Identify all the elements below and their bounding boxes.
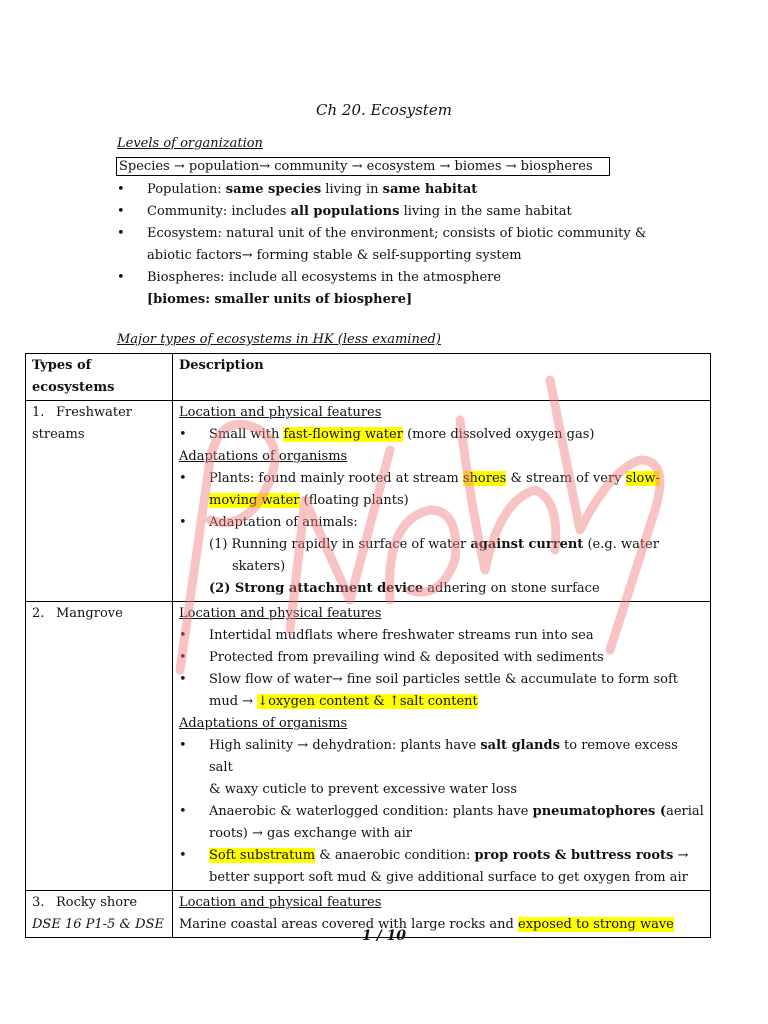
levels-chain-box: Species → population→ community → ecosystem → biomes → biospheres <box>116 157 610 176</box>
bullet-glyph: • <box>117 270 125 285</box>
row-rocky-shore-desc: Location and physical features Marine coastal areas covered with large rocks and exposed to strong wave <box>173 891 711 938</box>
levels-bullet-list <box>117 179 677 311</box>
bullet-ecosystem: • Ecosystem: natural unit of the environment; consists of biotic community & <box>117 223 677 245</box>
bullet-population: • Population: same species living in same habitat <box>117 179 677 201</box>
levels-heading: Levels of organization <box>117 136 263 151</box>
bullet-community: • Community: includes all populations living in the same habitat <box>117 201 677 223</box>
row-freshwater-desc: Location and physical features • Small with fast-flowing water (more dissolved oxygen gas) Adaptations of organisms • Plants: found mainly rooted at stream shores & stream of very slow-moving water (floating plants) • Adaptation of animals: (1) Running rapidly in surface of water against current (e.g. water skaters) (2) Strong attachment device adhering on stone surface <box>173 401 711 602</box>
table-row <box>26 401 711 602</box>
row-mangrove-type: 2. Mangrove <box>26 602 173 891</box>
bullet-glyph: • <box>117 226 125 241</box>
table-row <box>26 602 711 891</box>
bullet-glyph: • <box>117 182 125 197</box>
bullet-ecosystem-cont: abiotic factors→ forming stable & self-supporting system <box>147 248 522 263</box>
page-title: Ch 20. Ecosystem <box>316 101 452 119</box>
bullet-biospheres: • Biospheres: include all ecosystems in the atmosphere <box>117 267 677 289</box>
page-number: 1 / 10 <box>361 928 407 944</box>
exam-reference: DSE 16 P1-5 & DSE <box>32 917 164 932</box>
row-freshwater-type: 1. Freshwater streams <box>26 401 173 602</box>
ecosystem-table <box>25 353 711 938</box>
row-mangrove-desc: Location and physical features • Intertidal mudflats where freshwater streams run into sea • Protected from prevailing wind & deposited with sediments • Slow flow of water→ fine soil particles settle & accumulate to form soft mud → ↓oxygen content & ↑salt content Adaptations of organisms • High salinity → dehydration: plants have salt glands to remove excess salt & waxy cuticle to prevent excessive water loss • Anaerobic & waterlogged condition: plants have pneumatophores (aerial roots) → gas exchange with air • Soft substratum & anaerobic condition: prop roots & buttress roots → better support soft mud & give additional surface to get oxygen from air <box>173 602 711 891</box>
header-types: Types of ecosystems <box>26 354 173 401</box>
table-header-row <box>26 354 711 401</box>
types-heading: Major types of ecosystems in HK (less examined) <box>117 332 441 347</box>
header-description: Description <box>173 354 711 401</box>
row-rocky-shore-type: 3. Rocky shore DSE 16 P1-5 & DSE <box>26 891 173 938</box>
bullet-glyph: • <box>117 204 125 219</box>
bullet-biomes-note: [biomes: smaller units of biosphere] <box>147 292 413 307</box>
